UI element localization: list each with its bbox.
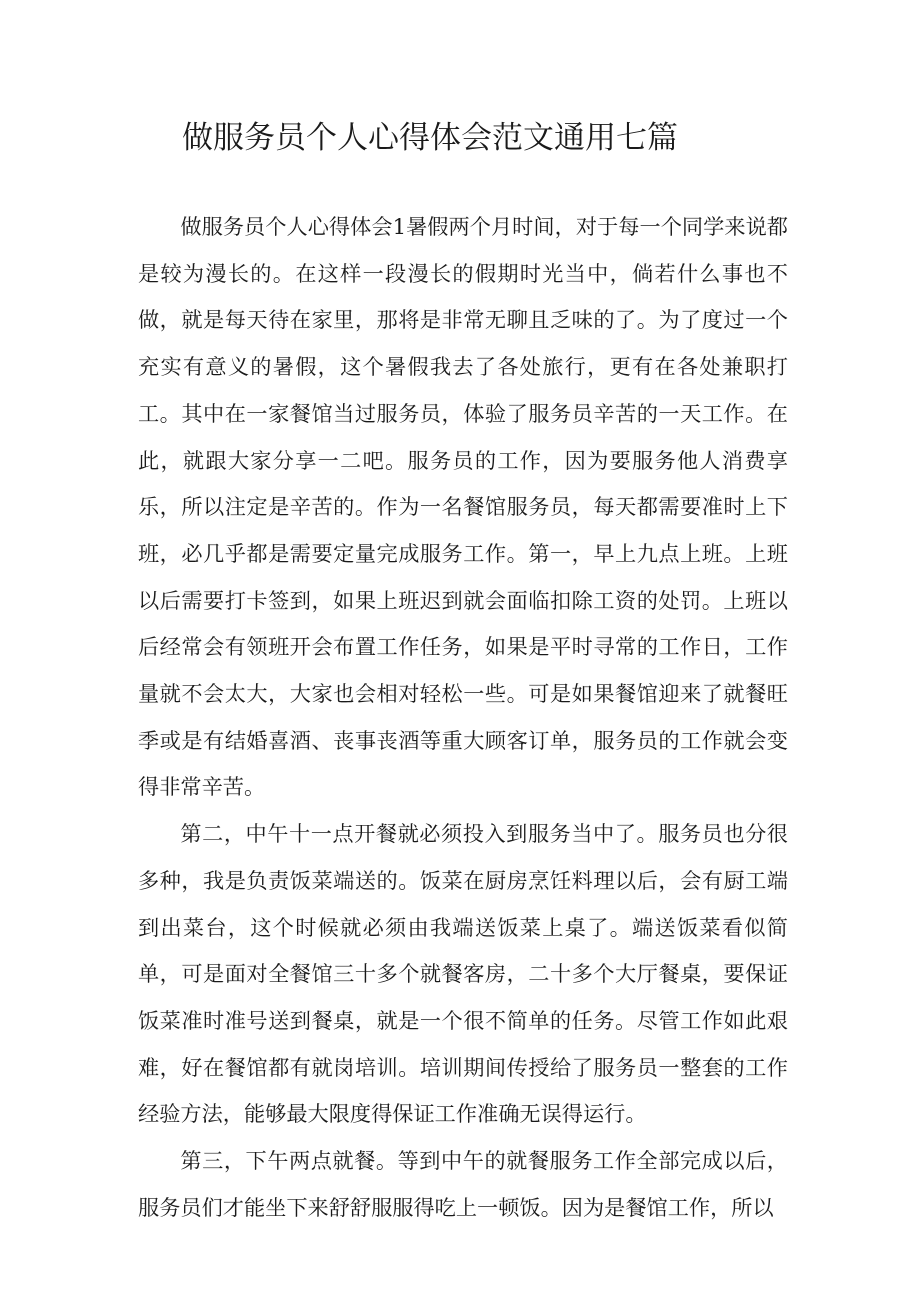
paragraph-2: 第二，中午十一点开餐就必须投入到服务当中了。服务员也分很多种，我是负责饭菜端送的。饭菜在厨房烹饪料理以后，会有厨工端到出菜台，这个时候就必须由我端送饭菜上桌了。端送饭菜看似简单，可是面对全餐馆三十多个就餐客房，二十多个大厅餐桌，要保证饭菜准时准号送到餐桌，就是一个很不简单的任务。尽管工作如此艰难，好在餐馆都有就岗培训。培训期间传授给了服务员一整套的工作经验方法，能够最大限度得保证工作准确无误得运行。 <box>138 821 788 1127</box>
document-title: 做服务员个人心得体会范文通用七篇 <box>182 120 678 156</box>
paragraph-3: 第三，下午两点就餐。等到中午的就餐服务工作全部完成以后，服务员们才能坐下来舒舒服服得吃上一顿饭。因为是餐馆工作，所以 <box>138 1148 788 1220</box>
paragraph-1: 做服务员个人心得体会1暑假两个月时间，对于每一个同学来说都是较为漫长的。在这样一段漫长的假期时光当中，倘若什么事也不做，就是每天待在家里，那将是非常无聊且乏味的了。为了度过一个充实有意义的暑假，这个暑假我去了各处旅行，更有在各处兼职打工。其中在一家餐馆当过服务员，体验了服务员辛苦的一天工作。在此，就跟大家分享一二吧。服务员的工作，因为要服务他人消费享乐，所以注定是辛苦的。作为一名餐馆服务员，每天都需要准时上下班，必几乎都是需要定量完成服务工作。第一，早上九点上班。上班以后需要打卡签到，如果上班迟到就会面临扣除工资的处罚。上班以后经常会有领班开会布置工作任务，如果是平时寻常的工作日，工作量就不会太大，大家也会相对轻松一些。可是如果餐馆迎来了就餐旺季或是有结婚喜酒、丧事丧酒等重大顾客订单，服务员的工作就会变得非常辛苦。 <box>138 214 788 800</box>
document-body <box>138 204 788 1231</box>
